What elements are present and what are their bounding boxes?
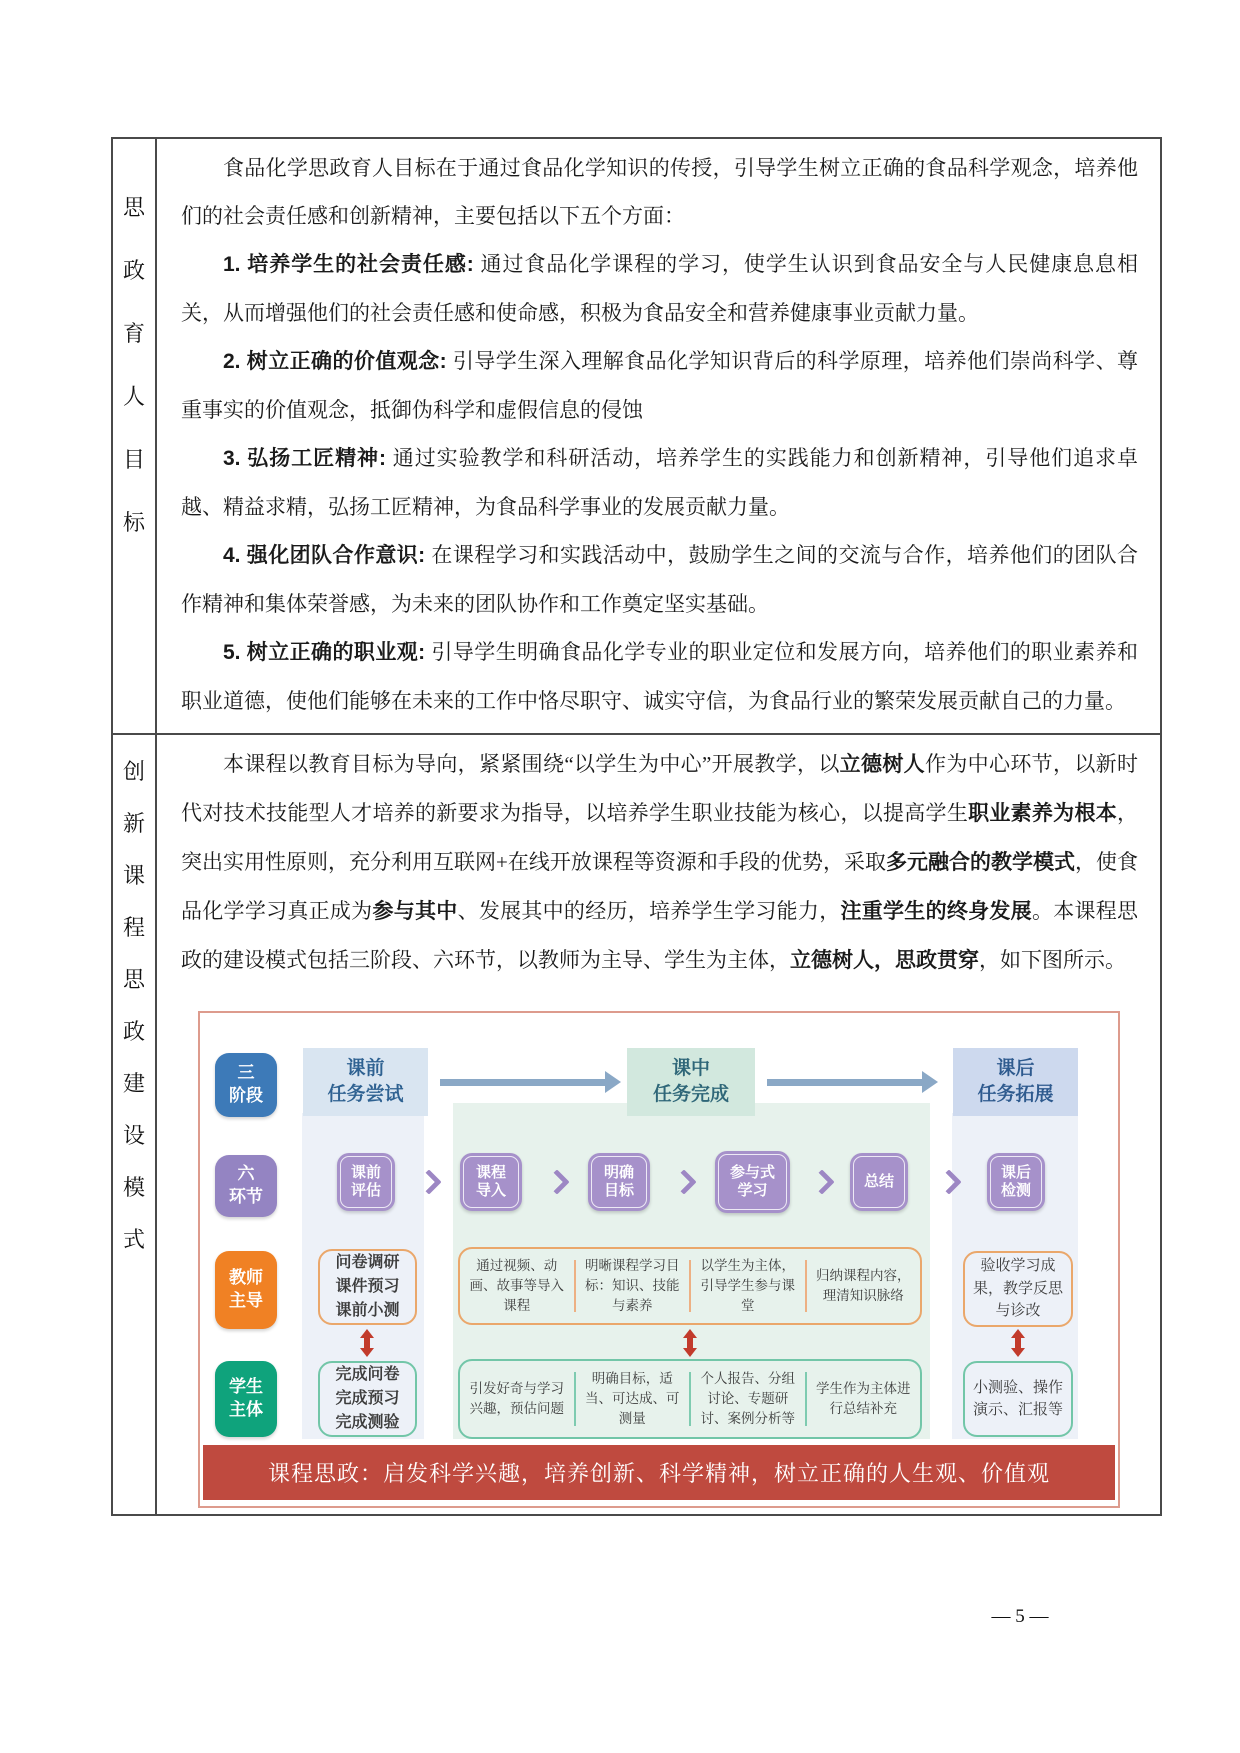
row-header-char: 政 xyxy=(122,1019,145,1044)
paragraph-goal-1: 1. 培养学生的社会责任感: 通过食品化学课程的学习，使学生认识到食品安全与人民健康息息相关，从而增强他们的社会责任感和使命感，积极为食品安全和营养健康事业贡献力量。 xyxy=(181,252,1138,325)
step-badge-clear-goals xyxy=(588,1153,650,1211)
step-badge-post-test xyxy=(987,1153,1045,1211)
row-header-char: 政 xyxy=(122,258,145,283)
stage-post-class-label xyxy=(953,1048,1078,1116)
chip-line: 主体 xyxy=(229,1400,263,1419)
list-item: 完成测验 xyxy=(335,1414,400,1431)
ideology-banner: 课程思政：启发科学兴趣，培养创新、科学精神，树立正确的人生观、价值观 xyxy=(203,1445,1115,1500)
student-pre-class-box xyxy=(318,1361,417,1437)
row-header-char: 创 xyxy=(122,759,145,784)
chip-line: 六 xyxy=(237,1164,255,1184)
chip-line: 阶段 xyxy=(229,1086,263,1105)
row-header-char: 人 xyxy=(122,384,145,409)
up-down-arrow-icon xyxy=(683,1329,697,1357)
student-in-class-box xyxy=(458,1359,922,1439)
table-row-ideology-goals xyxy=(113,139,1160,735)
badge-line: 检测 xyxy=(1000,1182,1031,1199)
row-header-char: 程 xyxy=(122,915,145,940)
chip-line: 学生 xyxy=(229,1377,263,1397)
row-header-char: 标 xyxy=(122,510,145,535)
step-badge-participatory-learning xyxy=(715,1151,790,1213)
student-cell-goals: 明确目标，适当、可达成、可测量 xyxy=(585,1370,680,1427)
stage-in-class-label xyxy=(627,1048,755,1116)
stage-line: 课后 xyxy=(996,1058,1035,1080)
badge-line: 目标 xyxy=(603,1182,634,1199)
chip-line: 主导 xyxy=(229,1291,263,1310)
row-header-char: 新 xyxy=(122,811,145,836)
teacher-cell-intro: 通过视频、动画、故事等导入课程 xyxy=(469,1257,564,1314)
flow-arrow-icon xyxy=(767,1079,922,1086)
stage-line: 任务拓展 xyxy=(977,1084,1054,1105)
teacher-pre-class-box xyxy=(318,1249,417,1325)
student-cell-discuss: 个人报告、分组讨论、专题研讨、案例分析等 xyxy=(700,1370,795,1427)
student-centered-chip xyxy=(215,1361,277,1437)
row-header-construction-model xyxy=(113,735,157,1514)
teacher-in-class-box xyxy=(458,1247,922,1325)
badge-line: 课后 xyxy=(1000,1164,1031,1181)
paragraph-goal-2: 2. 树立正确的价值观念: 引导学生深入理解食品化学知识背后的科学原理，培养他们崇尚科学、尊重事实的价值观念，抵御伪科学和虚假信息的侵蚀 xyxy=(181,349,1138,422)
stage-line: 课中 xyxy=(671,1058,710,1080)
step-badge-course-intro xyxy=(460,1153,522,1211)
badge-line: 导入 xyxy=(475,1182,506,1199)
badge-line: 评估 xyxy=(350,1182,381,1199)
row-header-char: 思 xyxy=(122,967,145,992)
chip-line: 教师 xyxy=(229,1268,263,1288)
row-header-char: 设 xyxy=(122,1123,145,1148)
course-model-diagram xyxy=(198,1011,1120,1508)
student-post-class-box: 小测验、操作演示、汇报等 xyxy=(963,1361,1073,1437)
up-down-arrow-icon xyxy=(360,1329,374,1357)
stage-pre-class-label xyxy=(303,1048,428,1116)
badge-line: 参与式 xyxy=(729,1164,775,1181)
list-item: 完成预习 xyxy=(335,1390,400,1407)
student-cell-summary: 学生作为主体进行总结补充 xyxy=(816,1380,911,1416)
teacher-post-class-box: 验收学习成果，教学反思与诊改 xyxy=(963,1251,1073,1327)
row-header-char: 模 xyxy=(122,1175,145,1200)
step-badge-summary xyxy=(850,1153,908,1211)
row-header-char: 思 xyxy=(122,195,145,220)
paragraph-goal-4: 4. 强化团队合作意识: 在课程学习和实践活动中，鼓励学生之间的交流与合作，培养他们的团队合作精神和集体荣誉感，为未来的团队协作和工作奠定坚实基础。 xyxy=(181,543,1138,616)
row-header-char: 育 xyxy=(122,321,145,346)
six-steps-chip xyxy=(215,1155,277,1217)
teacher-cell-summary: 归纳课程内容，理清知识脉络 xyxy=(816,1267,911,1303)
row-header-char: 课 xyxy=(122,863,145,888)
paragraph-goal-3: 3. 弘扬工匠精神: 通过实验教学和科研活动，培养学生的实践能力和创新精神，引导他们追求卓越、精益求精，弘扬工匠精神，为食品科学事业的发展贡献力量。 xyxy=(181,446,1138,519)
list-item: 问卷调研 xyxy=(335,1254,400,1271)
teacher-led-chip xyxy=(215,1251,277,1329)
row-header-char: 目 xyxy=(122,447,145,472)
construction-model-content xyxy=(157,735,1160,1514)
row-header-char: 建 xyxy=(122,1071,145,1096)
content-table xyxy=(111,137,1162,1516)
row-header-char: 式 xyxy=(122,1227,145,1252)
table-row-construction-model xyxy=(113,735,1160,1514)
list-item: 完成问卷 xyxy=(335,1366,400,1383)
list-item: 课前小测 xyxy=(335,1302,400,1319)
up-down-arrow-icon xyxy=(1011,1329,1025,1357)
badge-line: 总结 xyxy=(863,1173,894,1190)
teacher-cell-goals: 明晰课程学习目标：知识、技能与素养 xyxy=(585,1257,680,1314)
stage-line: 任务完成 xyxy=(652,1084,729,1105)
badge-line: 明确 xyxy=(603,1164,634,1181)
badge-line: 课程 xyxy=(475,1164,506,1181)
page-number: — 5 — xyxy=(991,1606,1049,1627)
list-item: 课件预习 xyxy=(335,1278,400,1295)
row-header-ideology-goals xyxy=(113,139,157,733)
badge-line: 课前 xyxy=(350,1164,381,1181)
teacher-cell-guide: 以学生为主体，引导学生参与课堂 xyxy=(700,1257,795,1314)
three-stages-chip xyxy=(215,1053,277,1117)
chip-line: 三 xyxy=(237,1063,255,1083)
paragraph-intro: 食品化学思政育人目标在于通过食品化学知识的传授，引导学生树立正确的食品科学观念，培养他们的社会责任感和创新精神，主要包括以下五个方面： xyxy=(181,156,1138,228)
stage-line: 任务尝试 xyxy=(327,1084,404,1105)
badge-line: 学习 xyxy=(737,1182,768,1199)
step-badge-pre-assessment xyxy=(337,1153,395,1211)
paragraph-model-intro: 本课程以教育目标为导向，紧紧围绕“以学生为中心”开展教学，以立德树人作为中心环节，以新时代对技术技能型人才培养的新要求为指导，以培养学生职业技能为核心，以提高学生职业素养为根本，突出实用性原则，充分利用互联网+在线开放课程等资源和手段的优势，采取多元融合的教学模式，使食品化学学习真正成为参与其中、发展其中的经历，培养学生学习能力，注重学生的终身发展。本课程思政的建设模式包括三阶段、六环节，以教师为主导、学生为主体，立德树人，思政贯穿，如下图所示。 xyxy=(181,752,1139,972)
ideology-goals-content xyxy=(157,139,1160,733)
stage-line: 课前 xyxy=(346,1058,385,1080)
paragraph-goal-5: 5. 树立正确的职业观: 引导学生明确食品化学专业的职业定位和发展方向，培养他们的职业素养和职业道德，使他们能够在未来的工作中恪尽职守、诚实守信，为食品行业的繁荣发展贡献自己的力量。 xyxy=(181,640,1138,713)
student-cell-curiosity: 引发好奇与学习兴趣，预估问题 xyxy=(469,1380,564,1416)
chip-line: 环节 xyxy=(229,1187,263,1206)
flow-arrow-icon xyxy=(440,1079,605,1086)
